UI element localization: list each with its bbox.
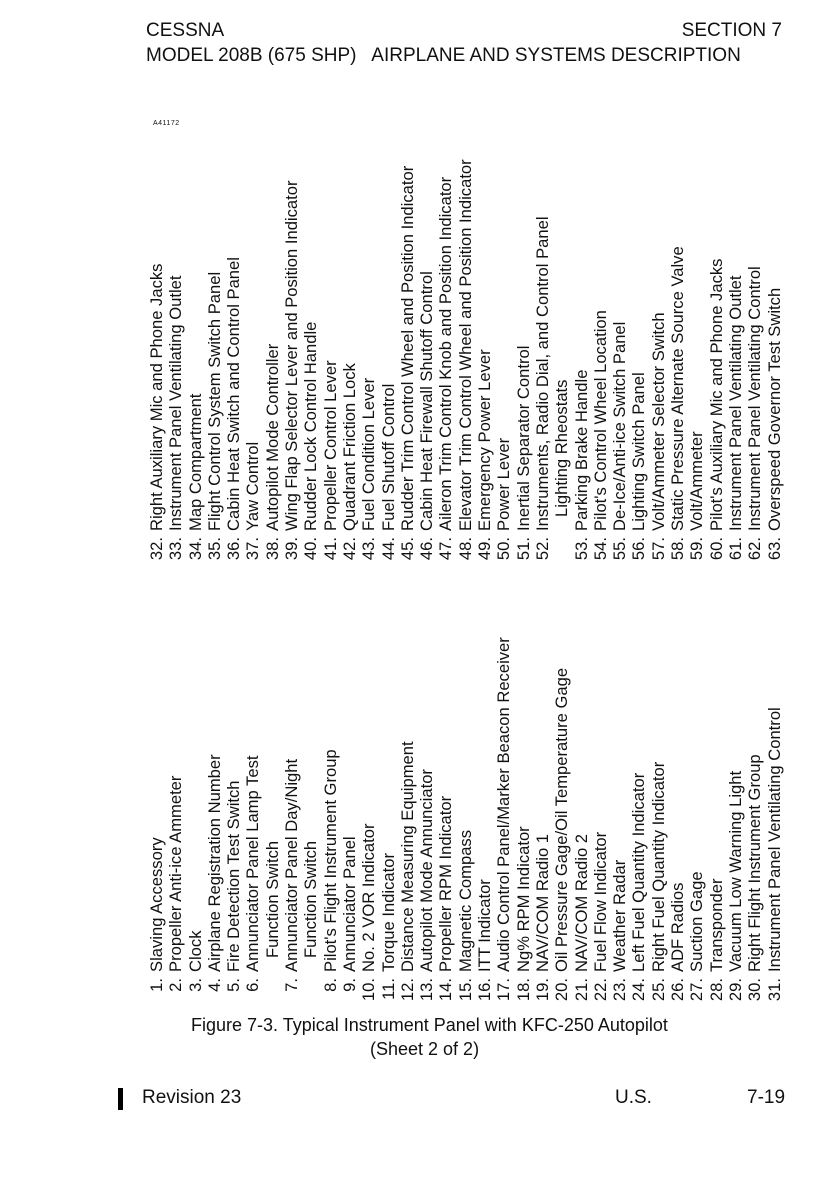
item-number: 36. — [224, 537, 244, 561]
item-number: 23. — [610, 978, 630, 1002]
item-label: Annunciator Panel — [339, 836, 359, 972]
item-number: 9. — [339, 978, 359, 992]
item-number: 39. — [282, 537, 302, 561]
item-number: 54. — [590, 537, 610, 561]
list-item — [707, 159, 726, 574]
list-item — [514, 637, 533, 1015]
list-item — [243, 159, 262, 574]
item-list-right-rows — [147, 159, 784, 574]
item-number: 46. — [417, 537, 437, 561]
item-label: Elevator Trim Control Wheel and Position Indicator — [455, 159, 475, 531]
item-label: Cabin Heat Firewall Shutoff Control — [417, 271, 437, 531]
item-label: Suction Gage — [687, 871, 707, 972]
item-number: 20. — [552, 978, 572, 1002]
item-number: 16. — [475, 978, 495, 1002]
list-item — [186, 159, 205, 574]
item-number: 49. — [475, 537, 495, 561]
item-label: Left Fuel Quantity Indicator — [629, 772, 649, 972]
item-label: Right Auxiliary Mic and Phone Jacks — [147, 263, 166, 531]
item-number: 57. — [648, 537, 668, 561]
list-item — [205, 159, 224, 574]
item-label: NAV/COM Radio 2 — [571, 833, 591, 972]
header-manufacturer: CESSNA — [146, 20, 225, 41]
item-label: Pilot's Control Wheel Location — [590, 310, 610, 531]
item-number: 14. — [436, 978, 456, 1002]
item-label: Propeller Anti-ice Ammeter — [166, 775, 186, 972]
list-item — [436, 159, 455, 574]
item-number: 8. — [320, 978, 340, 992]
list-item — [186, 637, 205, 1015]
item-label: Ng% RPM Indicator — [513, 826, 533, 972]
item-label: Propeller RPM Indicator — [436, 795, 456, 972]
footer-region: U.S. — [615, 1087, 652, 1108]
list-item — [205, 637, 224, 1015]
item-label: Pilot's Flight Instrument Group — [320, 749, 340, 972]
item-number: 1. — [147, 978, 166, 992]
list-item — [572, 637, 591, 1015]
item-label: Autopilot Mode Controller — [262, 343, 282, 531]
item-number: 53. — [571, 537, 591, 561]
item-label: Annunciator Panel Lamp Test — [243, 755, 263, 972]
item-number — [552, 531, 571, 574]
item-number: 40. — [301, 537, 321, 561]
item-label: De-Ice/Anti-ice Switch Panel — [610, 321, 630, 531]
item-number: 32. — [147, 537, 166, 561]
header-model-title: MODEL 208B (675 SHP) AIRPLANE AND SYSTEMS DESCRIPTION — [146, 45, 741, 66]
item-number: 31. — [764, 978, 784, 1002]
footer-page-number: 7-19 — [747, 1087, 786, 1108]
item-number — [263, 972, 282, 1015]
item-label: Instruments, Radio Dial, and Control Panel — [532, 216, 552, 531]
list-item — [668, 159, 687, 574]
item-number: 6. — [243, 978, 263, 992]
item-number: 21. — [571, 978, 591, 1002]
list-item — [610, 159, 629, 574]
item-number: 19. — [532, 978, 552, 1002]
item-label: Volt/Ammeter — [687, 431, 707, 531]
item-number: 24. — [629, 978, 649, 1002]
list-item — [263, 159, 282, 574]
list-item — [224, 637, 243, 1015]
item-number: 63. — [764, 537, 784, 561]
list-item — [166, 637, 185, 1015]
figure-id: A41172 — [153, 120, 180, 127]
list-item — [591, 159, 610, 574]
item-label: ITT Indicator — [475, 879, 495, 972]
item-number: 27. — [687, 978, 707, 1002]
item-label: Static Pressure Alternate Source Valve — [668, 246, 688, 531]
list-item — [359, 637, 378, 1015]
item-label: Airplane Registration Number — [204, 754, 224, 972]
list-item — [726, 159, 745, 574]
item-number: 60. — [706, 537, 726, 561]
item-number: 34. — [185, 537, 205, 561]
item-label: Instrument Panel Ventilating Outlet — [166, 275, 186, 531]
list-item — [514, 159, 533, 574]
item-label: Instrument Panel Ventilating Control — [745, 266, 765, 531]
list-item — [379, 159, 398, 574]
item-number: 47. — [436, 537, 456, 561]
item-label: Audio Control Panel/Marker Beacon Receiver — [494, 637, 514, 972]
list-item — [765, 637, 784, 1015]
item-number: 38. — [262, 537, 282, 561]
header-section: SECTION 7 — [681, 20, 782, 41]
list-item — [649, 159, 668, 574]
item-list-left-rows — [147, 637, 784, 1015]
item-label: Aileron Trim Control Knob and Position Indicator — [436, 176, 456, 531]
item-label: Volt/Ammeter Selector Switch — [648, 312, 668, 531]
item-number: 50. — [494, 537, 514, 561]
list-item — [147, 637, 166, 1015]
item-label: Instrument Panel Ventilating Outlet — [725, 275, 745, 531]
list-item — [243, 637, 262, 1015]
item-label: Lighting Switch Panel — [629, 372, 649, 531]
item-number: 33. — [166, 537, 186, 561]
item-label: Vacuum Low Warning Light — [725, 770, 745, 972]
item-label: Instrument Panel Ventilating Control — [764, 707, 784, 972]
item-label: Rudder Lock Control Handle — [301, 321, 321, 531]
item-number: 51. — [513, 537, 533, 561]
item-label: Slaving Accessory — [147, 837, 166, 972]
item-number: 2. — [166, 978, 186, 992]
item-label: Function Switch — [301, 840, 321, 958]
list-item — [475, 159, 494, 574]
item-number: 61. — [725, 537, 745, 561]
list-item — [687, 637, 706, 1015]
list-item — [417, 159, 436, 574]
item-number: 11. — [378, 978, 398, 1000]
list-item — [552, 159, 571, 574]
list-item — [398, 637, 417, 1015]
item-label: Wing Flap Selector Lever and Position Indicator — [282, 180, 302, 531]
item-number: 18. — [513, 978, 533, 1002]
item-number: 13. — [417, 978, 437, 1002]
item-number: 3. — [185, 978, 205, 992]
list-item — [436, 637, 455, 1015]
list-item — [765, 159, 784, 574]
item-number: 41. — [320, 537, 340, 561]
list-item — [340, 159, 359, 574]
list-item — [301, 637, 320, 1015]
list-item — [282, 159, 301, 574]
item-label: Autopilot Mode Annunciator — [417, 769, 437, 972]
item-label: Flight Control System Switch Panel — [204, 271, 224, 531]
item-number: 17. — [494, 978, 514, 1002]
item-number: 44. — [378, 537, 398, 561]
list-item — [745, 637, 764, 1015]
item-label: Fuel Condition Lever — [359, 377, 379, 531]
list-item — [552, 637, 571, 1015]
item-number: 10. — [359, 978, 379, 1002]
list-item — [726, 637, 745, 1015]
item-label: No. 2 VOR Indicator — [359, 823, 379, 972]
item-label: Overspeed Governor Test Switch — [764, 287, 784, 531]
list-item — [591, 637, 610, 1015]
footer-revision: Revision 23 — [142, 1087, 242, 1108]
revision-change-bar — [118, 1088, 123, 1110]
item-number: 48. — [455, 537, 475, 561]
item-label: Transponder — [706, 878, 726, 972]
figure-caption-sheet: (Sheet 2 of 2) — [370, 1039, 480, 1059]
list-item — [629, 159, 648, 574]
item-label: Pilot's Auxiliary Mic and Phone Jacks — [706, 258, 726, 531]
item-number: 62. — [745, 537, 765, 561]
item-label: Propeller Control Lever — [320, 360, 340, 531]
item-label: Torque Indicator — [378, 853, 398, 972]
list-item — [224, 159, 243, 574]
list-item — [533, 637, 552, 1015]
item-label: Power Lever — [494, 437, 514, 531]
item-label: Annunciator Panel Day/Night — [282, 758, 302, 972]
item-number: 52. — [532, 537, 552, 561]
list-item — [475, 637, 494, 1015]
item-label: Fire Detection Test Switch — [224, 780, 244, 972]
item-number — [301, 972, 320, 1015]
item-label: Parking Brake Handle — [571, 369, 591, 531]
list-item — [321, 637, 340, 1015]
list-item — [321, 159, 340, 574]
list-item — [147, 159, 166, 574]
item-label: Yaw Control — [243, 441, 263, 531]
item-label: Right Fuel Quantity Indicator — [648, 761, 668, 972]
item-label: Map Compartment — [185, 393, 205, 531]
item-number: 35. — [204, 537, 224, 561]
item-label: Rudder Trim Control Wheel and Position Indicator — [397, 165, 417, 531]
item-number: 58. — [668, 537, 688, 561]
item-label: Clock — [185, 930, 205, 972]
item-number: 12. — [397, 978, 417, 1002]
list-item — [687, 159, 706, 574]
list-item — [301, 159, 320, 574]
list-item — [707, 637, 726, 1015]
list-item — [610, 637, 629, 1015]
list-item — [533, 159, 552, 574]
item-number: 59. — [687, 537, 707, 561]
list-item — [494, 159, 513, 574]
item-number: 15. — [455, 978, 475, 1002]
item-label: Inertial Separator Control — [513, 345, 533, 531]
list-item — [282, 637, 301, 1015]
list-item — [572, 159, 591, 574]
item-label: Oil Pressure Gage/Oil Temperature Gage — [552, 667, 572, 972]
list-item — [398, 159, 417, 574]
list-item — [379, 637, 398, 1015]
item-number: 4. — [204, 978, 224, 992]
item-number: 22. — [590, 978, 610, 1002]
figure-caption: Figure 7-3. Typical Instrument Panel with KFC-250 Autopilot — [191, 1015, 668, 1035]
list-item — [745, 159, 764, 574]
item-label: Distance Measuring Equipment — [397, 741, 417, 972]
item-number: 55. — [610, 537, 630, 561]
item-number: 56. — [629, 537, 649, 561]
list-item — [359, 159, 378, 574]
list-item — [629, 637, 648, 1015]
item-label: Function Switch — [262, 840, 282, 958]
list-item — [494, 637, 513, 1015]
item-number: 5. — [224, 978, 244, 992]
item-label: Weather Radar — [610, 859, 630, 972]
item-number: 25. — [648, 978, 668, 1002]
list-item — [417, 637, 436, 1015]
item-number: 42. — [339, 537, 359, 561]
list-item — [668, 637, 687, 1015]
item-number: 37. — [243, 537, 263, 561]
item-number: 7. — [282, 978, 302, 992]
item-number: 26. — [668, 978, 688, 1002]
item-number: 45. — [397, 537, 417, 561]
item-number: 30. — [745, 978, 765, 1002]
item-label: NAV/COM Radio 1 — [532, 833, 552, 972]
item-number: 28. — [706, 978, 726, 1002]
item-label: Cabin Heat Switch and Control Panel — [224, 257, 244, 531]
item-label: Right Flight Instrument Group — [745, 754, 765, 972]
list-item — [166, 159, 185, 574]
item-label: Quadrant Friction Lock — [339, 363, 359, 531]
item-label: Fuel Shutoff Control — [378, 383, 398, 531]
list-item — [340, 637, 359, 1015]
item-label: Lighting Rheostats — [552, 379, 572, 517]
list-item — [649, 637, 668, 1015]
item-label: ADF Radios — [668, 882, 688, 972]
item-label: Magnetic Compass — [455, 829, 475, 972]
list-item — [456, 159, 475, 574]
item-number: 29. — [725, 978, 745, 1002]
list-item — [456, 637, 475, 1015]
list-item — [263, 637, 282, 1015]
item-number: 43. — [359, 537, 379, 561]
item-label: Fuel Flow Indicator — [590, 831, 610, 972]
item-label: Emergency Power Lever — [475, 349, 495, 531]
